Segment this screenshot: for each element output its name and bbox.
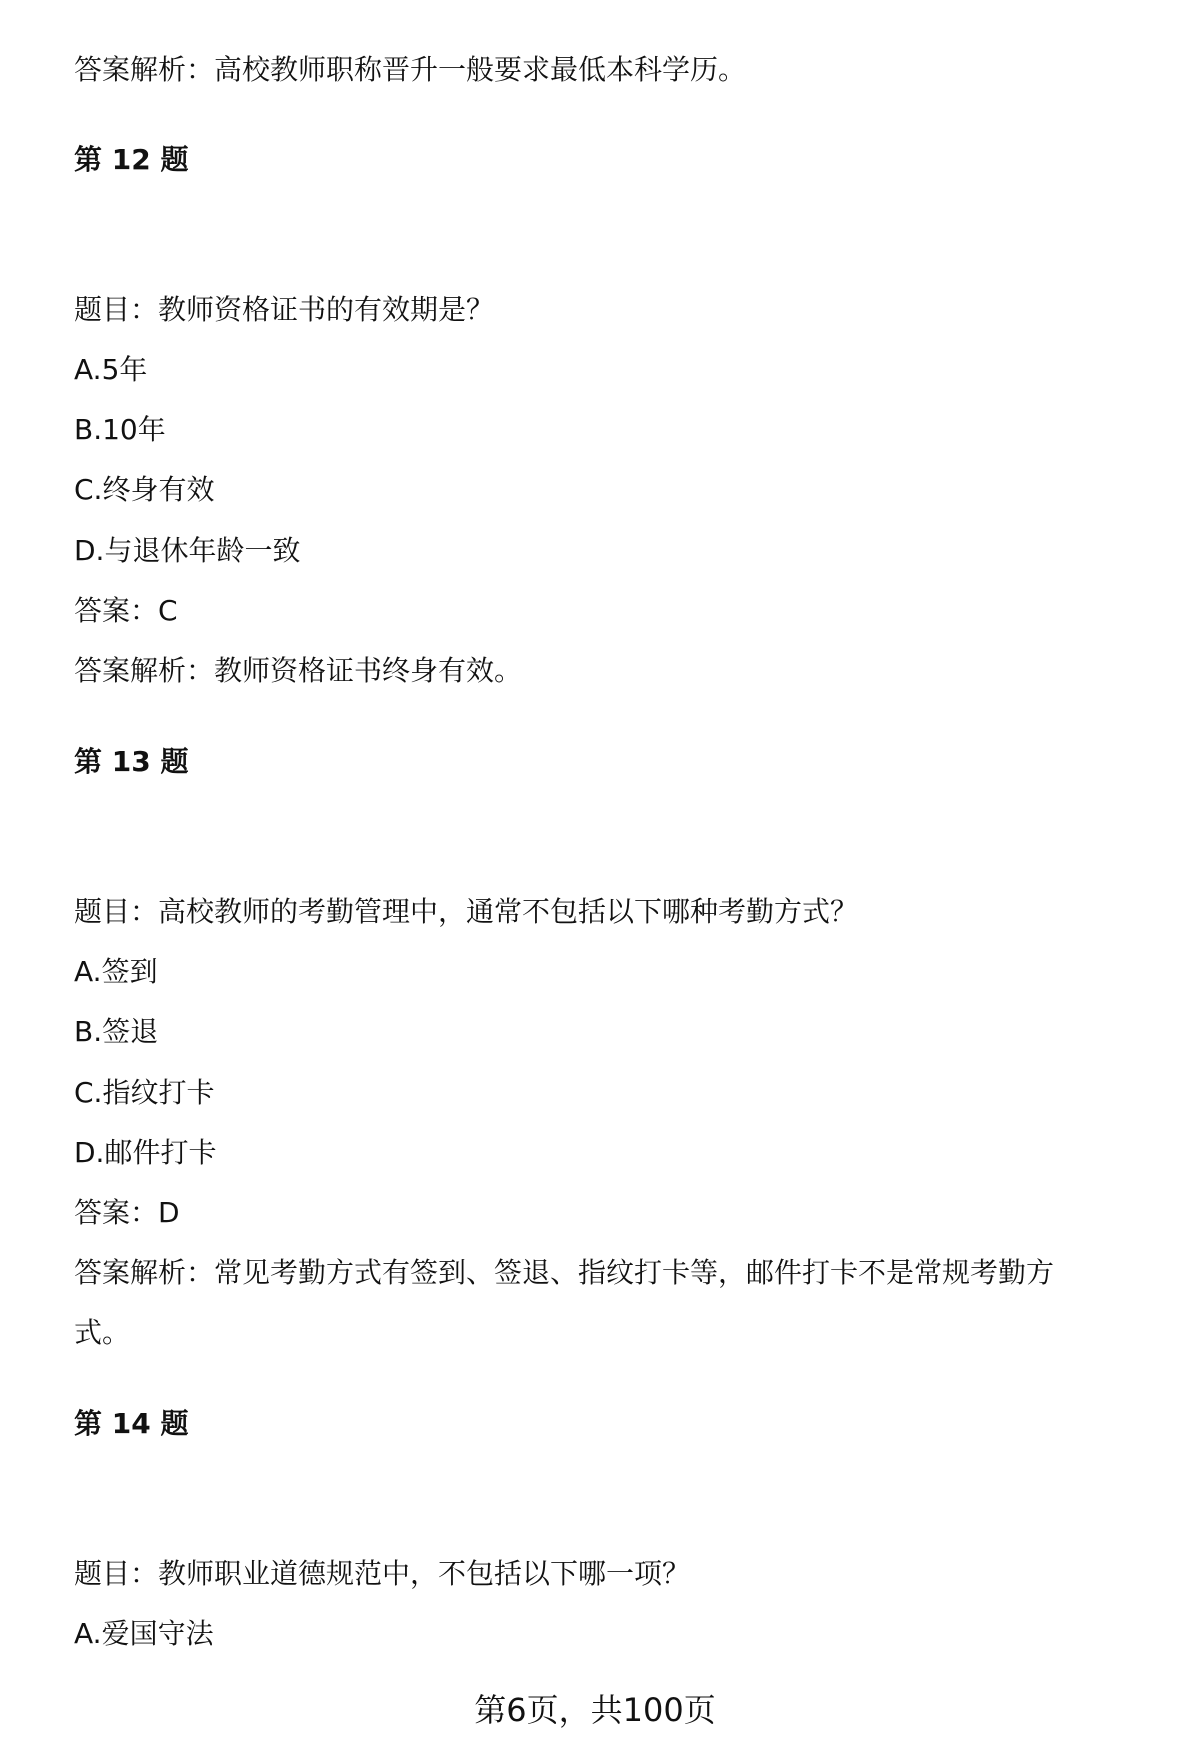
answer-explanation-continued: 式。 bbox=[74, 1316, 131, 1349]
page-number: 第6页，共100页 bbox=[474, 1691, 716, 1729]
question-text: 题目：教师资格证书的有效期是？ bbox=[74, 293, 495, 326]
question-heading: 第 13 题 bbox=[74, 745, 189, 778]
answer: 答案：D bbox=[74, 1196, 180, 1229]
answer-explanation: 答案解析：教师资格证书终身有效。 bbox=[74, 654, 523, 687]
answer-explanation: 答案解析：高校教师职称晋升一般要求最低本科学历。 bbox=[74, 53, 747, 86]
question-text: 题目：教师职业道德规范中，不包括以下哪一项？ bbox=[74, 1557, 691, 1590]
option-a: A.5年 bbox=[74, 353, 148, 386]
question-heading: 第 14 题 bbox=[74, 1407, 189, 1440]
question-heading: 第 12 题 bbox=[74, 143, 189, 176]
answer-explanation: 答案解析：常见考勤方式有签到、签退、指纹打卡等，邮件打卡不是常规考勤方 bbox=[74, 1256, 1055, 1289]
option-c: C.终身有效 bbox=[74, 473, 215, 506]
option-a: A.爱国守法 bbox=[74, 1617, 214, 1650]
option-d: D.邮件打卡 bbox=[74, 1136, 217, 1169]
option-a: A.签到 bbox=[74, 955, 158, 988]
answer: 答案：C bbox=[74, 594, 178, 627]
question-text: 题目：高校教师的考勤管理中，通常不包括以下哪种考勤方式？ bbox=[74, 895, 859, 928]
option-c: C.指纹打卡 bbox=[74, 1076, 215, 1109]
option-b: B.10年 bbox=[74, 413, 166, 446]
option-b: B.签退 bbox=[74, 1015, 159, 1048]
option-d: D.与退休年龄一致 bbox=[74, 534, 301, 567]
